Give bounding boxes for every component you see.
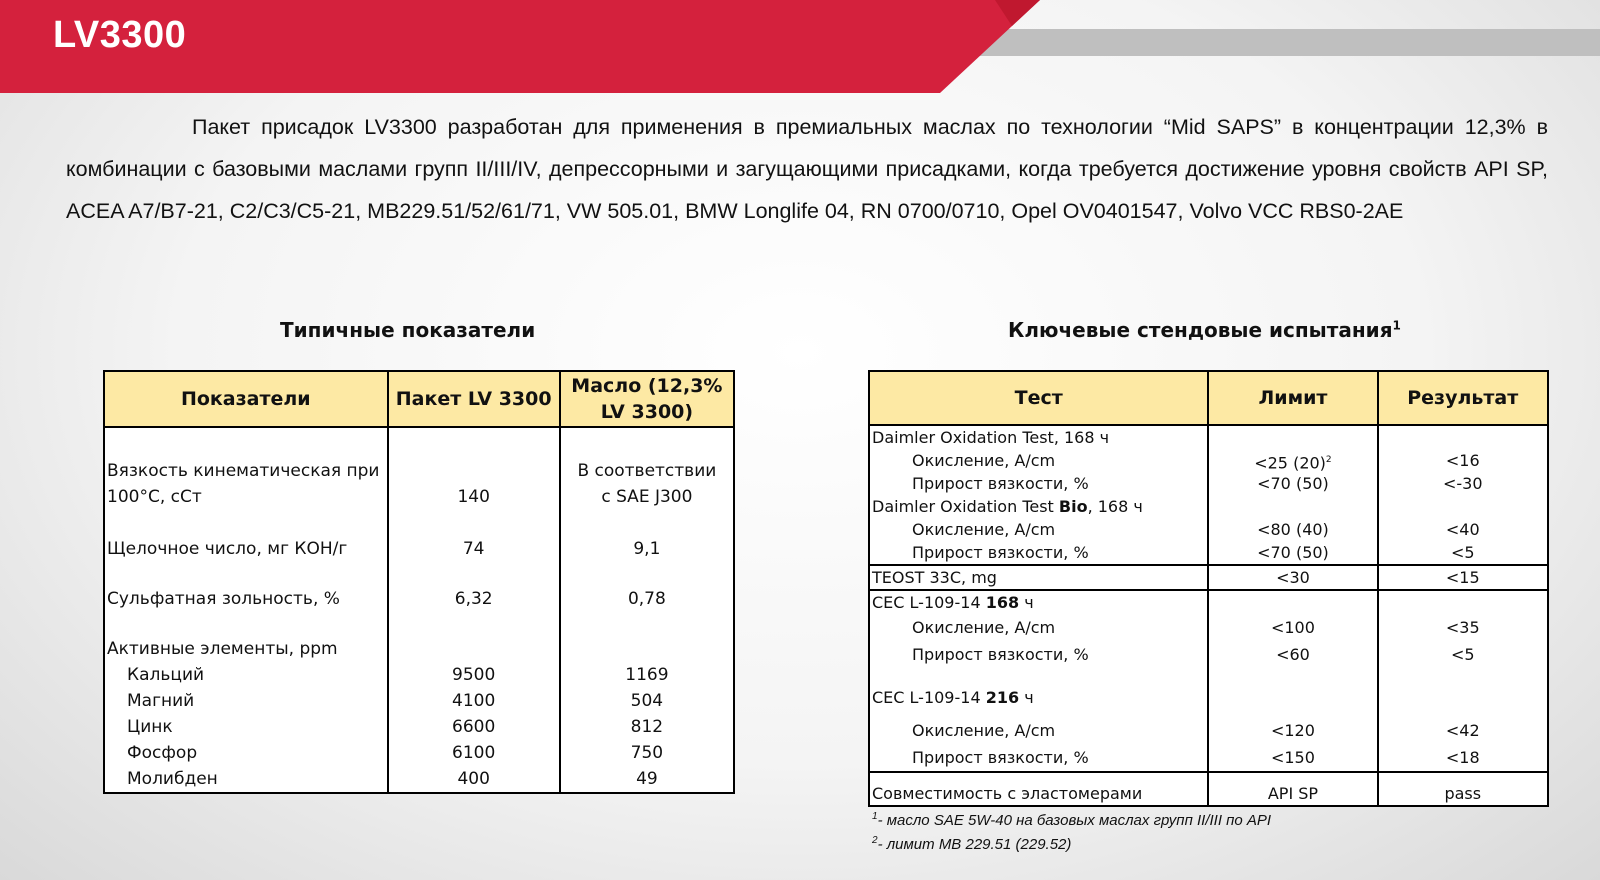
cec168-vis-limit: <60 — [1276, 645, 1310, 664]
ash-package: 6,32 — [454, 589, 493, 609]
typical-oil-cell — [560, 427, 734, 793]
daimler-ox-result: <16 — [1445, 451, 1480, 470]
tests-header-limit: Лимит — [1208, 371, 1377, 425]
element-package: 6600 — [452, 717, 496, 737]
elastomer-limit: API SP — [1267, 784, 1319, 803]
intro-paragraph: Пакет присадок LV3300 разработан для применения в премиальных маслах по технологии “Mid SAPS” в концентрации 12,3% в комбинации с базовыми маслами групп II/III/IV, депрессорными и загущающими присадками, когда требуется достижение уровня свойств API SP, ACEA A7/B7-21, C2/C3/C5-21, MB229.51/52/61/71, VW 505.01, BMW Longlife 04, RN 0700/0710, Opel OV0401547, Volvo VCC RBS0-2AE — [66, 115, 1548, 223]
cec168-vis-result: <5 — [1450, 645, 1475, 664]
cec168-ox-limit: <100 — [1270, 618, 1315, 637]
element-name: Фосфор — [127, 743, 198, 763]
viscosity-package: 140 — [457, 487, 490, 507]
typical-header-indicator: Показатели — [104, 371, 388, 427]
element-name: Цинк — [127, 717, 173, 737]
teost-name: TEOST 33C, mg — [872, 568, 997, 587]
cec216-ox-result: <42 — [1445, 721, 1480, 740]
daimler-limits-cell — [1208, 425, 1377, 565]
typical-table — [103, 370, 735, 794]
tests-table — [868, 370, 1549, 807]
element-package: 6100 — [452, 743, 496, 763]
ash-oil: 0,78 — [627, 589, 666, 609]
element-name: Кальций — [127, 665, 205, 685]
tests-header-test: Тест — [869, 371, 1208, 425]
teost-limit: <30 — [1276, 568, 1310, 587]
oxidation-label: Окисление, A/cm — [912, 721, 1056, 740]
cec-results-cell — [1378, 590, 1548, 772]
element-oil: 49 — [636, 769, 658, 789]
element-oil: 750 — [630, 743, 664, 763]
element-package: 400 — [457, 769, 490, 789]
header-banner — [0, 0, 1600, 95]
daimler-bio-test-name: Daimler Oxidation Test Bio, 168 ч — [872, 497, 1143, 516]
daimler-bio-ox-result: <40 — [1445, 520, 1480, 539]
ash-label: Сульфатная зольность, % — [107, 589, 340, 609]
daimler-test-name: Daimler Oxidation Test, 168 ч — [872, 428, 1110, 447]
header-shapes — [0, 0, 1600, 95]
daimler-vis-limit: <70 (50) — [1257, 474, 1329, 493]
tests-title: Ключевые стендовые испытания$^1$ — [1008, 318, 1401, 342]
elastomer-result: pass — [1444, 784, 1482, 803]
viscosity-increase-label: Прирост вязкости, % — [912, 474, 1089, 493]
cec216-vis-limit: <150 — [1270, 748, 1315, 767]
oxidation-label: Окисление, A/cm — [912, 618, 1056, 637]
cec168-ox-result: <35 — [1445, 618, 1480, 637]
daimler-results-cell — [1378, 425, 1548, 565]
cec-168-name: CEC L-109-14 168 ч — [872, 593, 1034, 612]
typical-header-oil: Масло (12,3% LV 3300) — [560, 371, 734, 427]
daimler-ox-limit: <25 $(20)^2$ — [1254, 453, 1332, 473]
daimler-bio-vis-result: <5 — [1450, 543, 1475, 562]
tests-header-result: Результат — [1378, 371, 1548, 425]
viscosity-oil-1: В соответствии — [577, 461, 717, 481]
element-oil: 1169 — [625, 665, 669, 685]
tbn-package: 74 — [462, 539, 485, 559]
element-package: 9500 — [452, 665, 496, 685]
page-title: LV3300 — [53, 14, 187, 56]
element-oil: 504 — [630, 691, 664, 711]
element-name: Молибден — [127, 769, 218, 789]
cec216-ox-limit: <120 — [1270, 721, 1315, 740]
tests-title-footnote-mark: 1 — [1392, 318, 1401, 333]
viscosity-oil-2: с SAE J300 — [601, 487, 693, 507]
viscosity-label-1: Вязкость кинематическая при — [107, 461, 380, 481]
teost-result: <15 — [1445, 568, 1480, 587]
daimler-vis-result: <-30 — [1442, 474, 1483, 493]
footnote-1: $^1$- масло SAE 5W-40 на базовых маслах групп II/III по API — [872, 811, 1272, 829]
cec216-vis-result: <18 — [1445, 748, 1480, 767]
oxidation-label: Окисление, A/cm — [912, 520, 1056, 539]
element-name: Магний — [127, 691, 195, 711]
cec-216-name: CEC L-109-14 216 ч — [872, 688, 1034, 707]
typical-title: Типичные показатели — [280, 318, 536, 342]
elastomer-name: Совместимость с эластомерами — [872, 784, 1143, 803]
daimler-labels-cell — [869, 425, 1208, 565]
daimler-bio-ox-limit: <80 (40) — [1257, 520, 1329, 539]
viscosity-increase-label: Прирост вязкости, % — [912, 748, 1089, 767]
tbn-oil: 9,1 — [633, 539, 661, 559]
viscosity-increase-label: Прирост вязкости, % — [912, 645, 1089, 664]
viscosity-label-2: 100°С, сСт — [107, 487, 202, 507]
typical-header-package: Пакет LV 3300 — [388, 371, 560, 427]
cec-labels-cell — [869, 590, 1208, 772]
active-elements-label: Активные элементы, ppm — [107, 639, 338, 659]
daimler-bio-vis-limit: <70 (50) — [1257, 543, 1329, 562]
typical-package-cell — [388, 427, 560, 793]
oxidation-label: Окисление, A/cm — [912, 451, 1056, 470]
footnote-2: $^2$- лимит MB 229.51 (229.52) — [872, 835, 1072, 853]
typical-labels-cell — [104, 427, 388, 793]
element-oil: 812 — [630, 717, 664, 737]
cec-limits-cell — [1208, 590, 1377, 772]
tbn-label: Щелочное число, мг КОН/г — [107, 539, 348, 559]
element-package: 4100 — [452, 691, 496, 711]
viscosity-increase-label: Прирост вязкости, % — [912, 543, 1089, 562]
